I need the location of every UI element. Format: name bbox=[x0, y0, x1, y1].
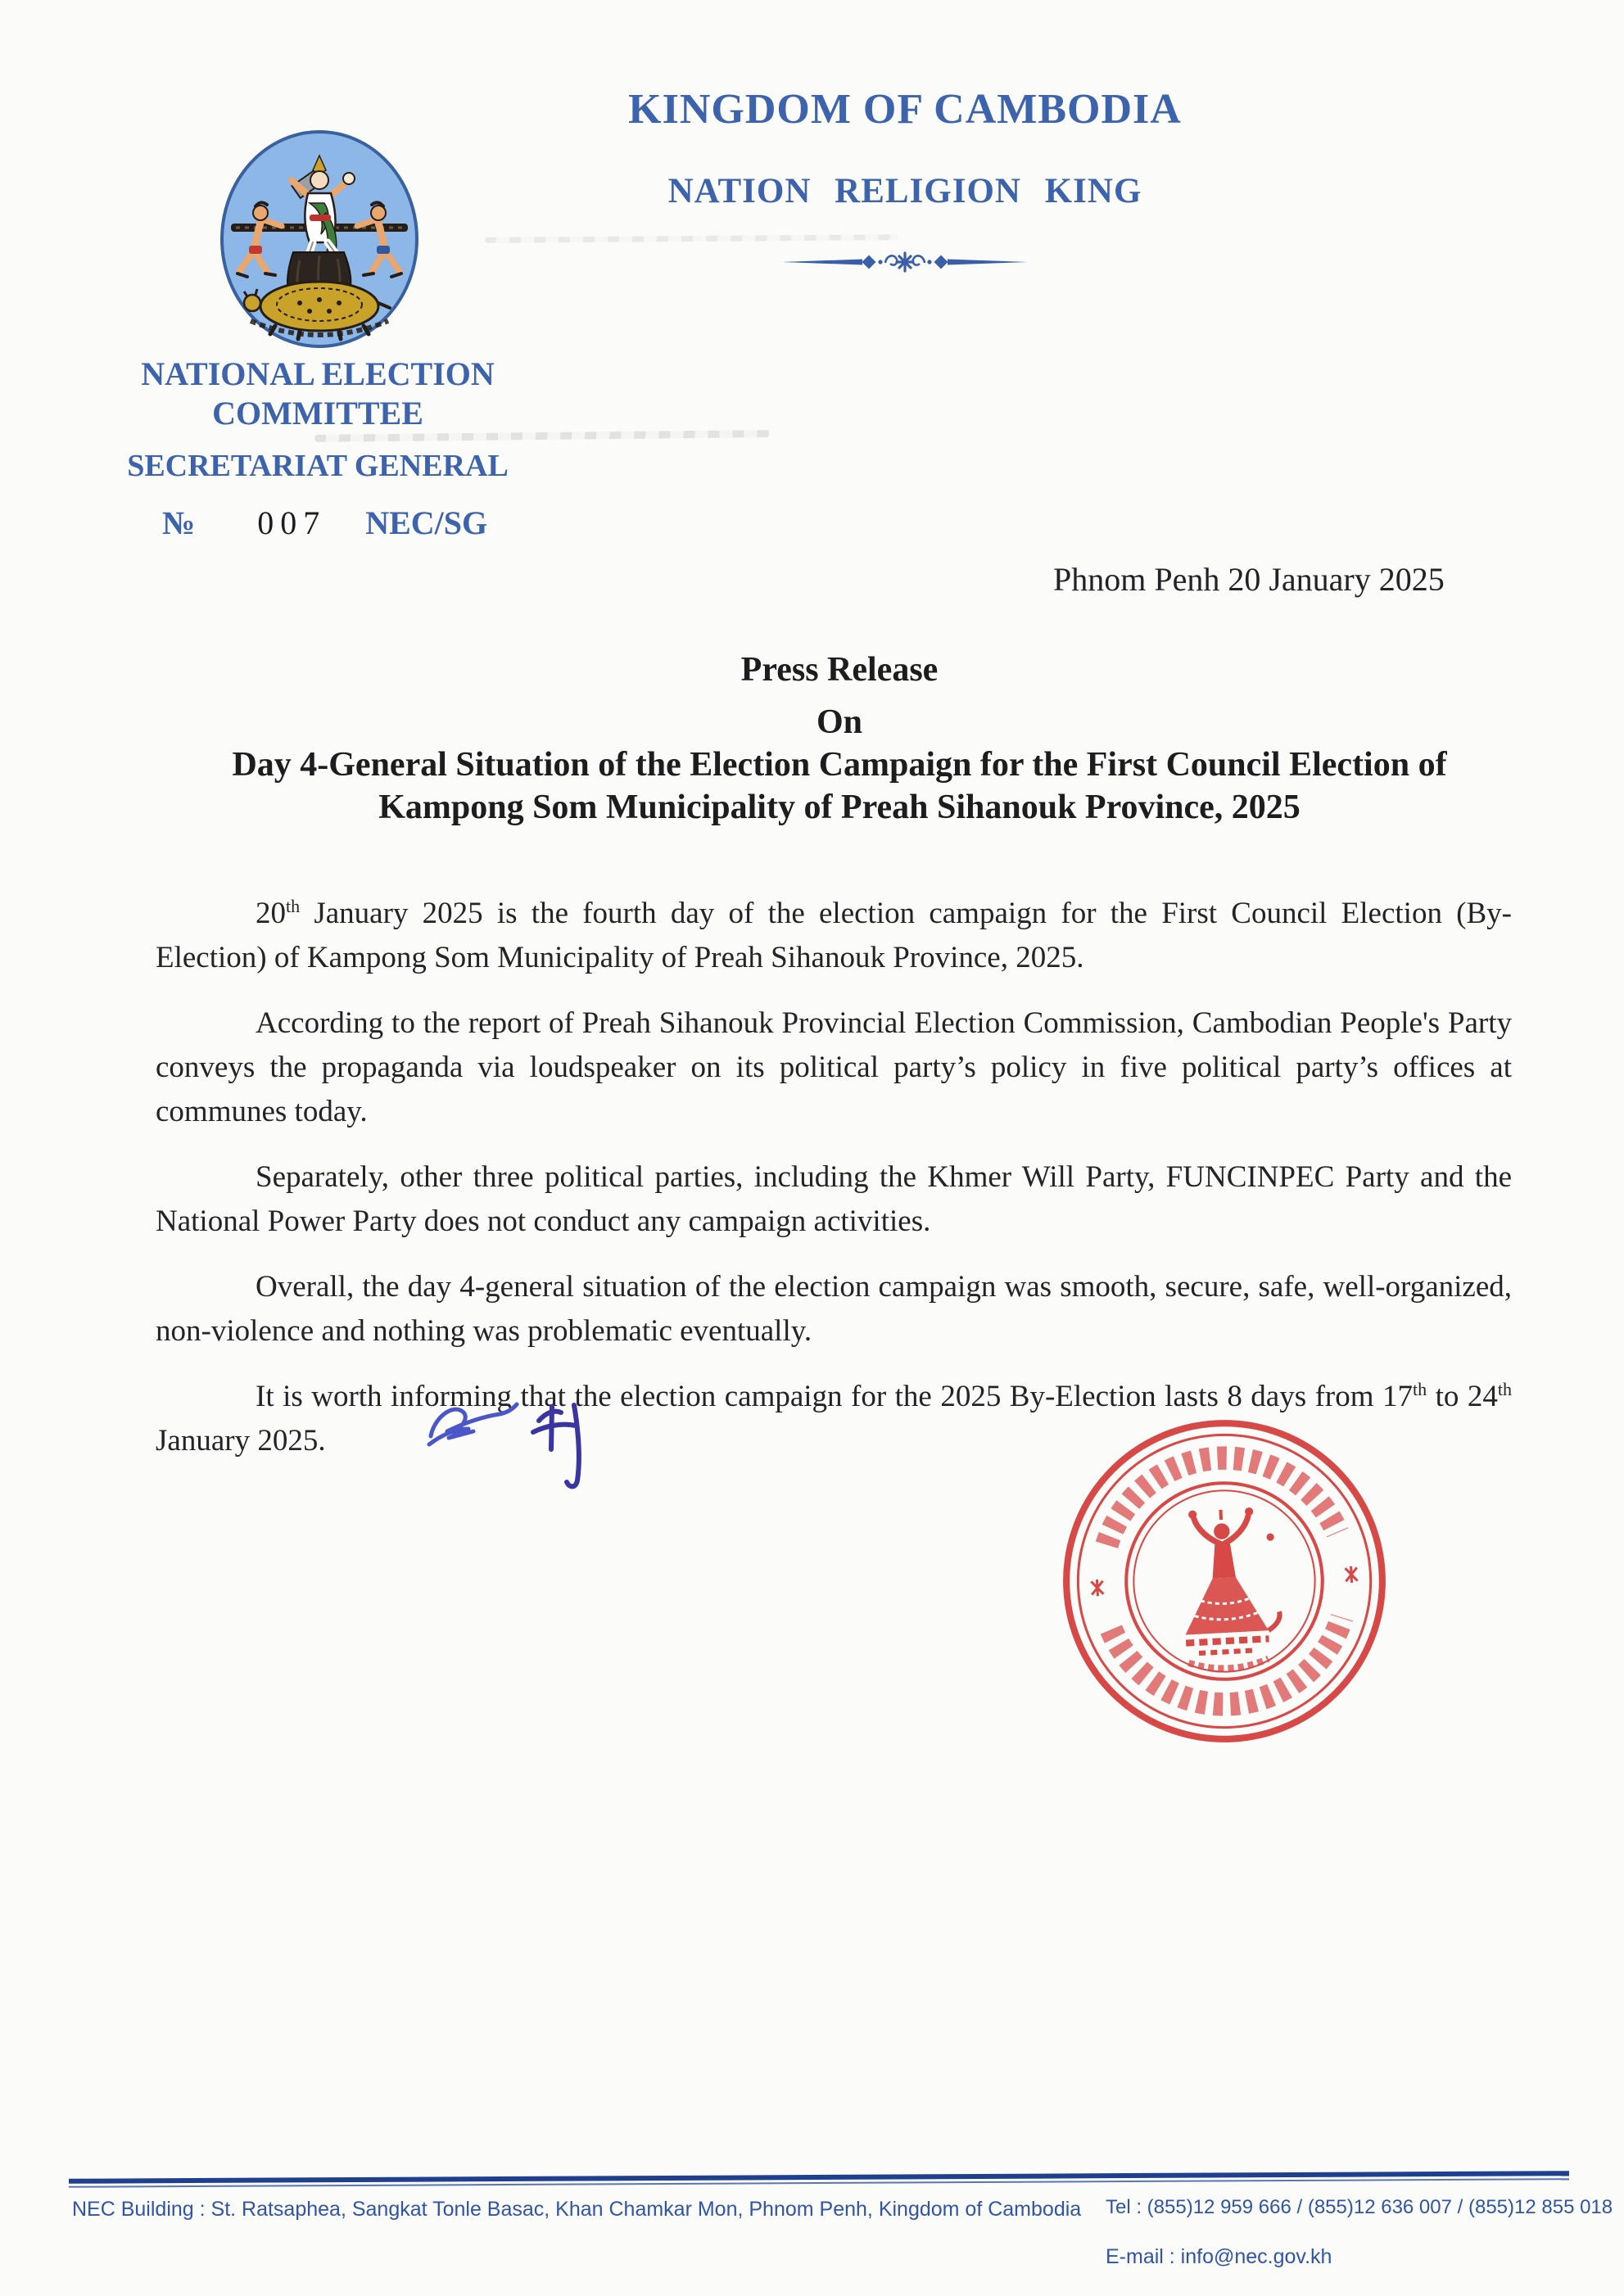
title-on: On bbox=[816, 703, 863, 741]
paragraph-2: According to the report of Preah Sihanouk Provincial Election Commission, Cambodian People's Party conveys the propaganda via loudspeaker on its political party’s policy in five political party’s offices at communes today. bbox=[156, 1006, 1512, 1128]
motto-heading: NATION RELIGION KING bbox=[667, 172, 1142, 210]
ornamental-divider bbox=[442, 246, 1368, 282]
doc-number-label: № bbox=[162, 504, 196, 541]
doc-number-value: 007 bbox=[257, 504, 327, 541]
committee-heading: NATIONAL ELECTION COMMITTEE bbox=[141, 355, 495, 432]
official-red-seal bbox=[1058, 1415, 1391, 1747]
footer-address: NEC Building : St. Ratsaphea, Sangkat Tonle Basac, Khan Chamkar Mon, Phnom Penh, Kingdom of Cambodia bbox=[72, 2198, 1082, 2221]
header-center-block bbox=[442, 85, 1368, 282]
paragraph-5-text: January 2025. bbox=[156, 1424, 326, 1458]
ordinal-superscript: th bbox=[1497, 1379, 1513, 1399]
title-line-1: Day 4-General Situation of the Election Campaign for the First Council Election of bbox=[232, 746, 1447, 784]
doc-number-suffix: NEC/SG bbox=[365, 504, 488, 541]
red-seal-icon bbox=[1058, 1415, 1391, 1747]
paragraph-5-text: to 24 bbox=[1427, 1380, 1498, 1413]
press-release-heading: Press Release bbox=[740, 651, 939, 689]
ordinal-superscript: th bbox=[286, 896, 301, 916]
paragraph-4: Overall, the day 4-general situation of the election campaign was smooth, secure, safe, well-organized, non-violence and nothing was problematic eventually. bbox=[156, 1270, 1512, 1348]
footer-divider bbox=[69, 2171, 1569, 2188]
body-text bbox=[156, 892, 1512, 1485]
paragraph-3: Separately, other three political parties, including the Khmer Will Party, FUNCINPEC Party and the National Power Party does not conduct any campaign activities. bbox=[156, 1160, 1512, 1238]
paragraph-1-text: January 2025 is the fourth day of the election campaign for the First Council Election (By-Election) of Kampong Som Municipality of Preah Sihanouk Province, 2025. bbox=[156, 897, 1512, 974]
divider-ornament-icon bbox=[782, 246, 1028, 278]
kingdom-heading: KINGDOM OF CAMBODIA bbox=[628, 86, 1182, 133]
ordinal-superscript: th bbox=[1413, 1379, 1427, 1399]
document-number-row bbox=[46, 504, 590, 542]
title-line-2: Kampong Som Municipality of Preah Sihanouk Province, 2025 bbox=[378, 789, 1301, 826]
paragraph-5-text: It is worth informing that the election campaign for the 2025 By-Election lasts 8 days from 17 bbox=[256, 1380, 1414, 1413]
place-date: Phnom Penh 20 January 2025 bbox=[1053, 561, 1445, 598]
footer-telephone: Tel : (855)12 959 666 / (855)12 636 007 / (855)12 855 018 bbox=[1106, 2196, 1613, 2218]
nec-emblem-logo bbox=[218, 128, 421, 350]
paragraph-1-text: 20 bbox=[256, 897, 286, 930]
secretariat-heading: SECRETARIAT GENERAL bbox=[127, 449, 509, 483]
footer-email: E-mail : info@nec.gov.kh bbox=[1106, 2245, 1332, 2268]
document-title bbox=[147, 649, 1531, 829]
nec-emblem-icon bbox=[218, 128, 421, 350]
issuer-block bbox=[46, 355, 590, 542]
signature-initials bbox=[424, 1384, 617, 1495]
paragraph-1 bbox=[156, 892, 1512, 980]
signature-ink-icon bbox=[424, 1384, 617, 1495]
